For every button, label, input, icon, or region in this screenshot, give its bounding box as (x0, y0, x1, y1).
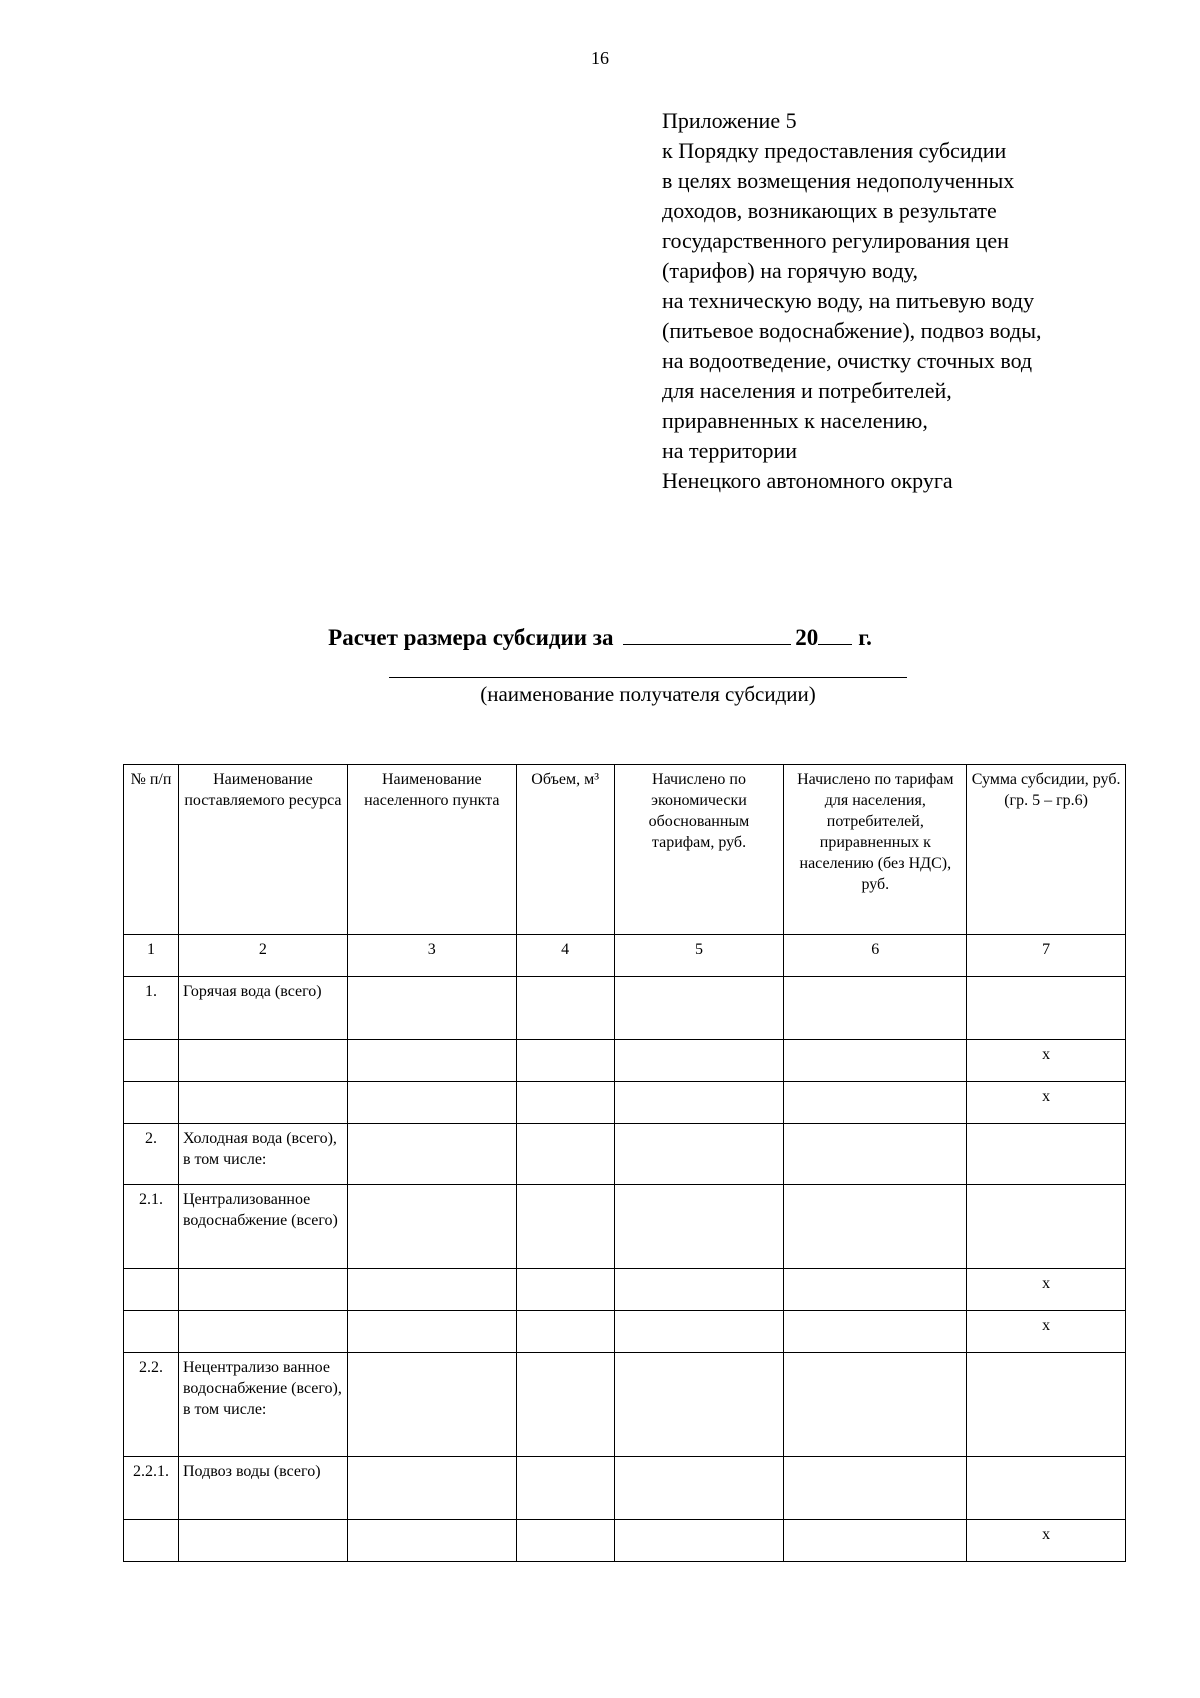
header-cell: Объем, м³ (516, 765, 614, 935)
settlement-cell (347, 1311, 516, 1353)
population-tariff-cell (784, 1269, 967, 1311)
settlement-cell (347, 1185, 516, 1269)
resource-name (178, 1040, 347, 1082)
resource-name: Нецентрализо ванное водоснабжение (всего), в том числе: (178, 1353, 347, 1457)
resource-name: Горячая вода (всего) (178, 977, 347, 1040)
settlement-cell (347, 1269, 516, 1311)
population-tariff-cell (784, 1457, 967, 1520)
resource-name: Холодная вода (всего), в том числе: (178, 1124, 347, 1185)
appendix-line: доходов, возникающих в результате (662, 198, 997, 223)
recipient-caption: (наименование получателя субсидии) (480, 682, 816, 706)
settlement-cell (347, 1124, 516, 1185)
column-number-row (124, 935, 1126, 977)
appendix-line: (тарифов) на горячую воду, (662, 258, 918, 283)
column-number: 6 (784, 935, 967, 977)
subsidy-cell (967, 1185, 1126, 1269)
volume-cell (516, 1353, 614, 1457)
column-number: 7 (967, 935, 1126, 977)
resource-name (178, 1269, 347, 1311)
economic-tariff-cell (614, 1353, 784, 1457)
row-number: 2. (124, 1124, 179, 1185)
appendix-line: государственного регулирования цен (662, 228, 1009, 253)
resource-name: Подвоз воды (всего) (178, 1457, 347, 1520)
subsidy-cell (967, 1353, 1126, 1457)
document-title (0, 622, 1200, 651)
population-tariff-cell (784, 1311, 967, 1353)
subsidy-cell (967, 1124, 1126, 1185)
appendix-line: на техническую воду, на питьевую воду (662, 288, 1035, 313)
column-number: 5 (614, 935, 784, 977)
subsidy-cell: x (967, 1311, 1126, 1353)
column-number: 1 (124, 935, 179, 977)
row-number (124, 1520, 179, 1562)
volume-cell (516, 1185, 614, 1269)
subsidy-cell: x (967, 1040, 1126, 1082)
population-tariff-cell (784, 1040, 967, 1082)
header-cell: № п/п (124, 765, 179, 935)
population-tariff-cell (784, 1124, 967, 1185)
population-tariff-cell (784, 977, 967, 1040)
appendix-header (662, 106, 1042, 496)
table-row (124, 1082, 1126, 1124)
table-row (124, 1457, 1126, 1520)
settlement-cell (347, 1082, 516, 1124)
table-row (124, 977, 1126, 1040)
resource-name: Централизованное водоснабжение (всего) (178, 1185, 347, 1269)
resource-name (178, 1311, 347, 1353)
settlement-cell (347, 1520, 516, 1562)
row-number: 1. (124, 977, 179, 1040)
table-row (124, 1353, 1126, 1457)
volume-cell (516, 1457, 614, 1520)
appendix-line: для населения и потребителей, (662, 378, 952, 403)
title-suffix: г. (858, 625, 872, 650)
settlement-cell (347, 1457, 516, 1520)
table-row (124, 1269, 1126, 1311)
page-number: 16 (591, 48, 609, 68)
column-number: 3 (347, 935, 516, 977)
population-tariff-cell (784, 1520, 967, 1562)
economic-tariff-cell (614, 977, 784, 1040)
population-tariff-cell (784, 1353, 967, 1457)
header-cell: Наименование населенного пункта (347, 765, 516, 935)
economic-tariff-cell (614, 1269, 784, 1311)
row-number (124, 1311, 179, 1353)
column-number: 2 (178, 935, 347, 977)
header-cell: Начислено по экономически обоснованным тарифам, руб. (614, 765, 784, 935)
header-cell: Наименование поставляемого ресурса (178, 765, 347, 935)
table-row (124, 1311, 1126, 1353)
row-number (124, 1040, 179, 1082)
economic-tariff-cell (614, 1185, 784, 1269)
subsidy-cell (967, 1457, 1126, 1520)
volume-cell (516, 1082, 614, 1124)
population-tariff-cell (784, 1185, 967, 1269)
appendix-line: приравненных к населению, (662, 408, 928, 433)
table-row (124, 1520, 1126, 1562)
row-number: 2.2.1. (124, 1457, 179, 1520)
year-blank (818, 622, 852, 645)
volume-cell (516, 1124, 614, 1185)
row-number (124, 1082, 179, 1124)
appendix-line: (питьевое водоснабжение), подвоз воды, (662, 318, 1042, 343)
economic-tariff-cell (614, 1124, 784, 1185)
row-number (124, 1269, 179, 1311)
table-row (124, 1124, 1126, 1185)
title-year-prefix: 20 (795, 625, 819, 650)
appendix-line: в целях возмещения недополученных (662, 168, 1015, 193)
volume-cell (516, 977, 614, 1040)
subsidy-cell: x (967, 1520, 1126, 1562)
title-prefix: Расчет размера субсидии за (328, 625, 614, 650)
settlement-cell (347, 1353, 516, 1457)
row-number: 2.2. (124, 1353, 179, 1457)
population-tariff-cell (784, 1082, 967, 1124)
volume-cell (516, 1040, 614, 1082)
appendix-line: Приложение 5 (662, 108, 797, 133)
table-row (124, 1185, 1126, 1269)
volume-cell (516, 1520, 614, 1562)
period-blank (623, 622, 791, 645)
subsidy-calculation-table (123, 764, 1126, 1562)
recipient-name-line (389, 677, 907, 678)
resource-name (178, 1082, 347, 1124)
table-row (124, 1040, 1126, 1082)
economic-tariff-cell (614, 1520, 784, 1562)
economic-tariff-cell (614, 1082, 784, 1124)
appendix-line: к Порядку предоставления субсидии (662, 138, 1007, 163)
appendix-line: на водоотведение, очистку сточных вод (662, 348, 1033, 373)
volume-cell (516, 1311, 614, 1353)
resource-name (178, 1520, 347, 1562)
subsidy-cell (967, 977, 1126, 1040)
settlement-cell (347, 977, 516, 1040)
subsidy-cell: x (967, 1082, 1126, 1124)
table-header-row (124, 765, 1126, 935)
header-cell: Начислено по тарифам для населения, потребителей, приравненных к населению (без НДС), руб. (784, 765, 967, 935)
economic-tariff-cell (614, 1457, 784, 1520)
economic-tariff-cell (614, 1311, 784, 1353)
column-number: 4 (516, 935, 614, 977)
appendix-line: на территории (662, 438, 798, 463)
settlement-cell (347, 1040, 516, 1082)
header-cell: Сумма субсидии, руб. (гр. 5 – гр.6) (967, 765, 1126, 935)
economic-tariff-cell (614, 1040, 784, 1082)
appendix-line: Ненецкого автономного округа (662, 468, 953, 493)
subsidy-cell: x (967, 1269, 1126, 1311)
volume-cell (516, 1269, 614, 1311)
row-number: 2.1. (124, 1185, 179, 1269)
